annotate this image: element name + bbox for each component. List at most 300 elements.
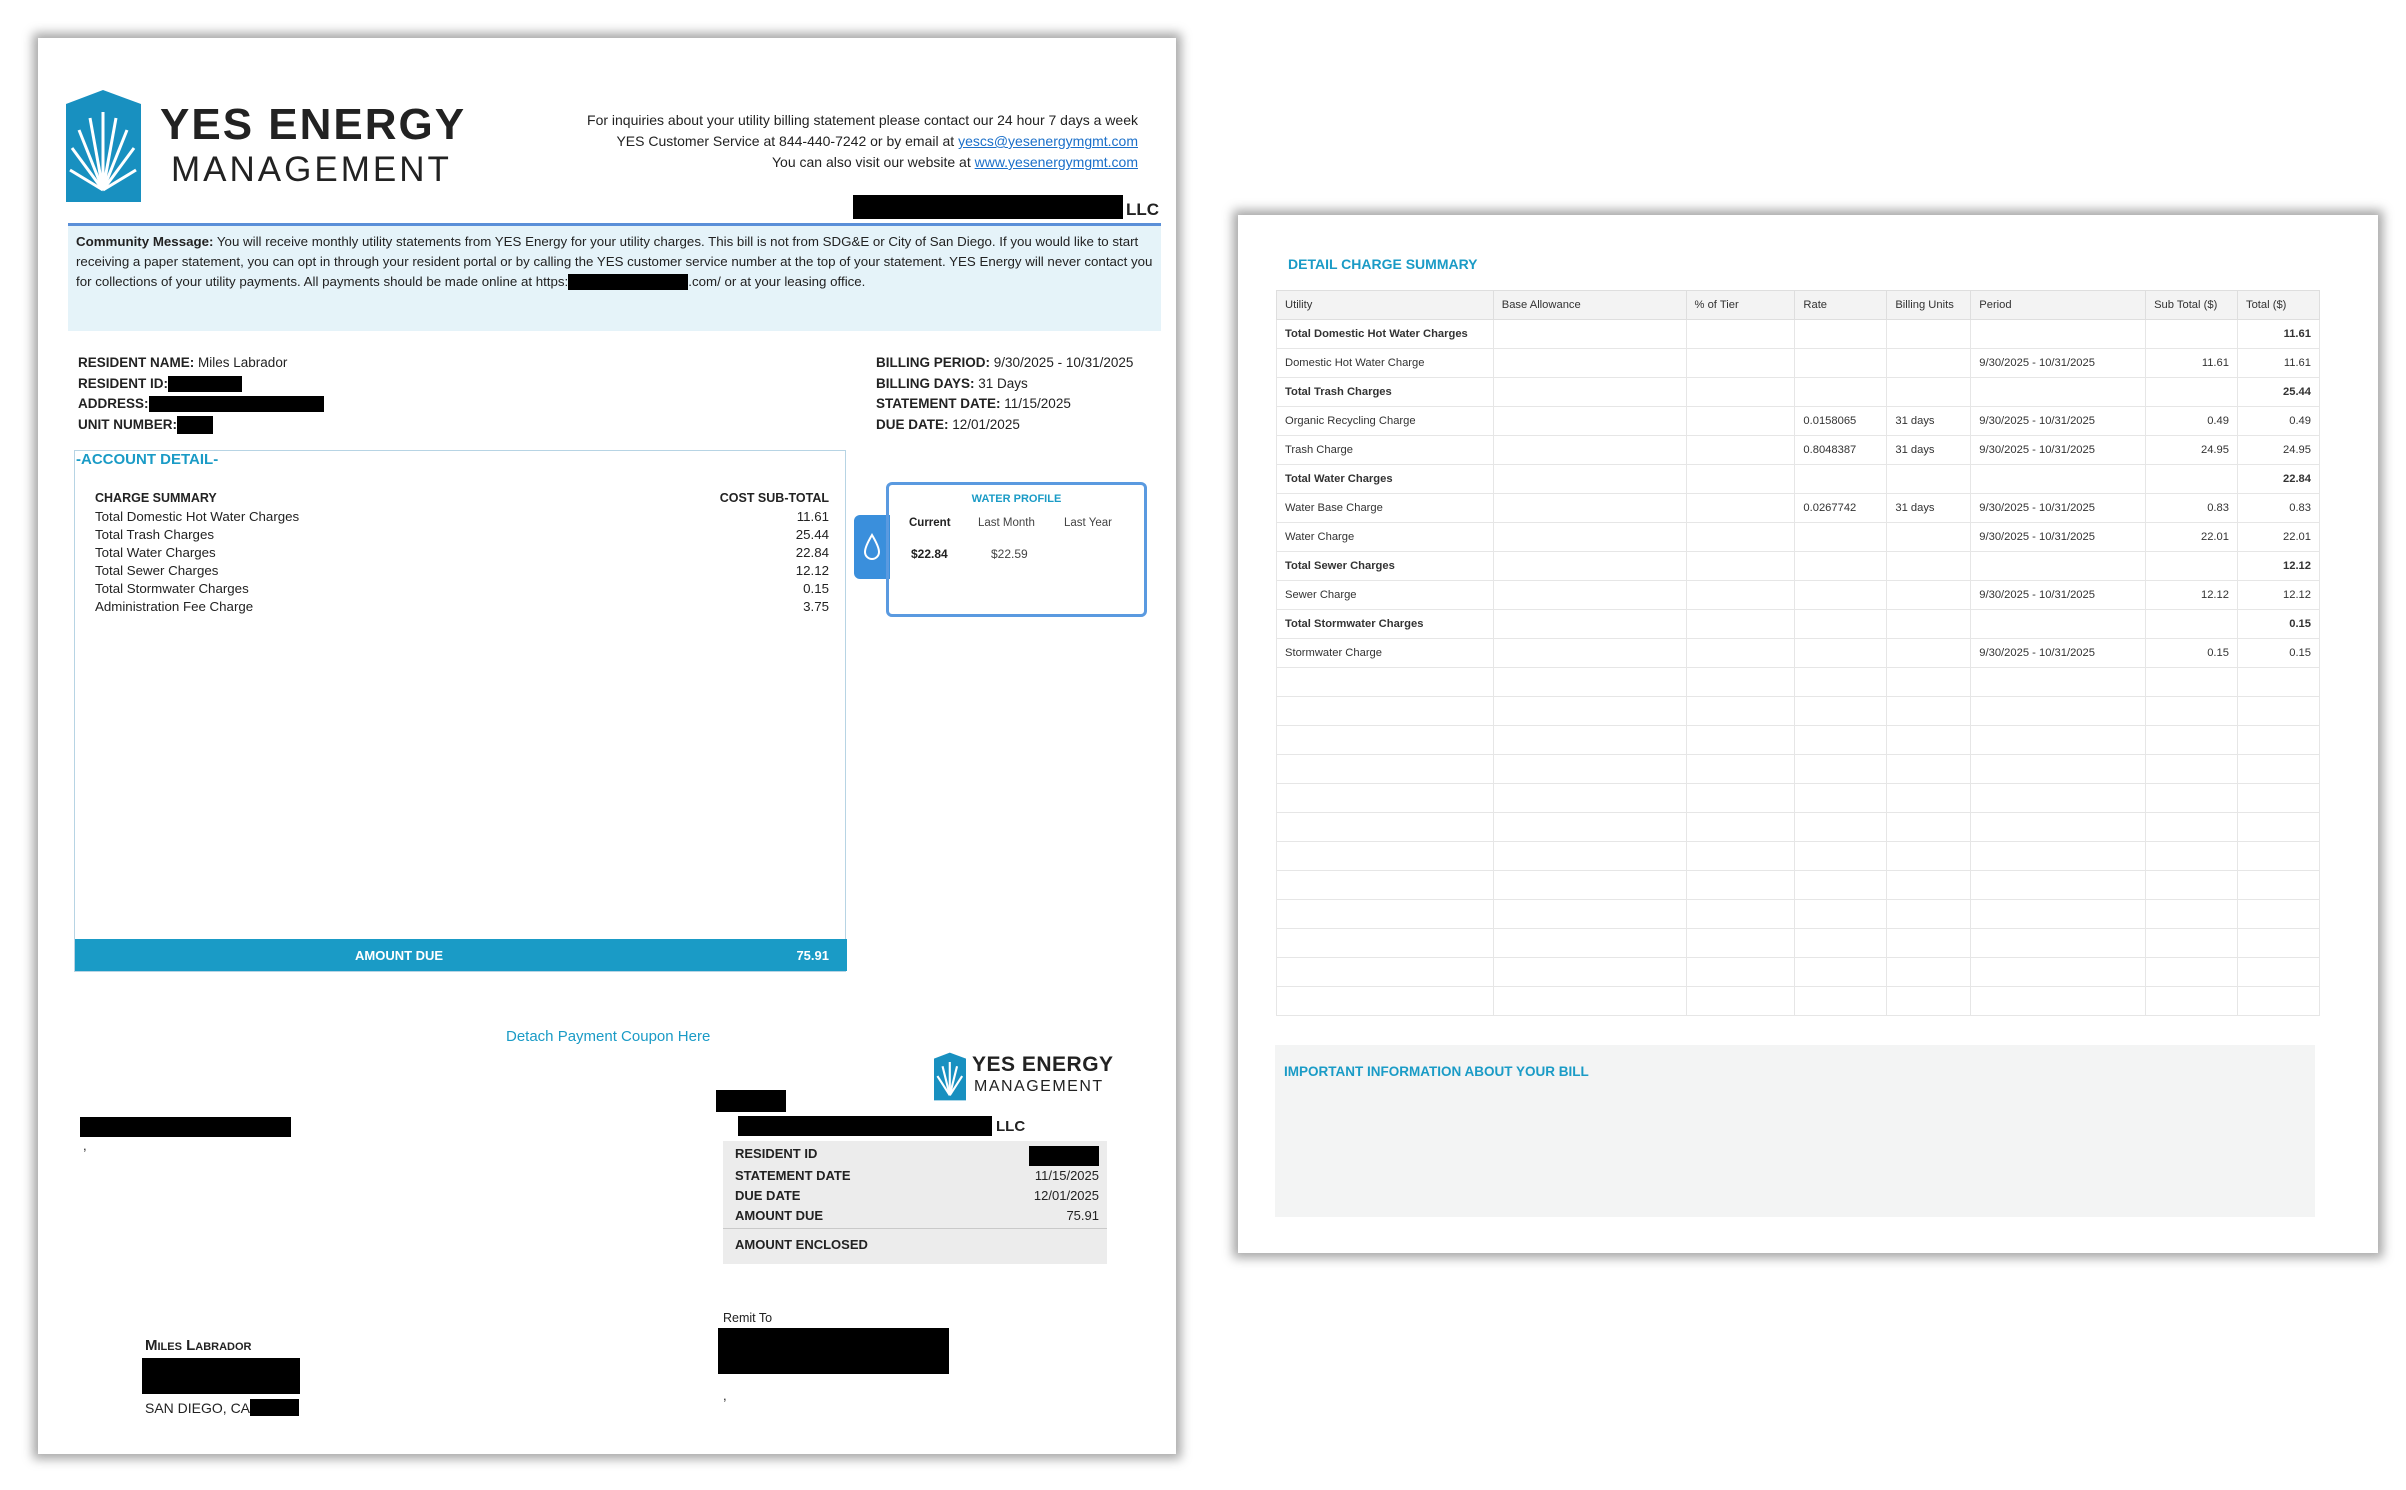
detail-cell bbox=[1493, 900, 1686, 929]
detail-charge-row bbox=[1277, 639, 2320, 668]
detail-cell bbox=[1795, 900, 1887, 929]
detail-cell bbox=[2237, 784, 2319, 813]
detail-cell bbox=[1686, 697, 1795, 726]
detail-empty-row bbox=[1277, 697, 2320, 726]
detail-cell bbox=[1795, 784, 1887, 813]
detail-cell: 24.95 bbox=[2146, 436, 2238, 465]
detail-cell bbox=[1277, 668, 1494, 697]
detail-cell bbox=[1493, 581, 1686, 610]
redacted-return-address bbox=[80, 1117, 291, 1137]
detail-cell bbox=[1795, 871, 1887, 900]
detail-cell: Stormwater Charge bbox=[1277, 639, 1494, 668]
detail-cell bbox=[1887, 987, 1971, 1016]
detail-cell: 31 days bbox=[1887, 494, 1971, 523]
detail-cell bbox=[1795, 581, 1887, 610]
detail-cell bbox=[1493, 378, 1686, 407]
redacted-unit bbox=[177, 416, 213, 434]
statement-page-2 bbox=[1238, 215, 2378, 1253]
due-date: 12/01/2025 bbox=[952, 416, 1020, 432]
detail-cell: 9/30/2025 - 10/31/2025 bbox=[1971, 349, 2146, 378]
detail-cell bbox=[1686, 378, 1795, 407]
detail-cell bbox=[1887, 929, 1971, 958]
detail-cell bbox=[1686, 842, 1795, 871]
contact-line-1: For inquiries about your utility billing statement please contact our 24 hour 7 days a week bbox=[587, 112, 1138, 128]
detail-cell bbox=[1686, 726, 1795, 755]
detail-cell: 9/30/2025 - 10/31/2025 bbox=[1971, 436, 2146, 465]
yes-energy-logo-icon bbox=[66, 90, 141, 202]
detail-cell: Total Water Charges bbox=[1277, 465, 1494, 494]
detail-cell bbox=[1887, 581, 1971, 610]
detail-cell bbox=[1277, 871, 1494, 900]
detail-cell bbox=[1277, 842, 1494, 871]
detail-cell bbox=[1971, 465, 2146, 494]
detail-cell bbox=[1686, 668, 1795, 697]
detail-cell bbox=[1493, 668, 1686, 697]
col-base-allowance: Base Allowance bbox=[1493, 291, 1686, 320]
detail-cell bbox=[1795, 523, 1887, 552]
detail-cell bbox=[2237, 697, 2319, 726]
detail-cell bbox=[1795, 755, 1887, 784]
detail-cell: 9/30/2025 - 10/31/2025 bbox=[1971, 523, 2146, 552]
detail-cell bbox=[1795, 813, 1887, 842]
detail-cell bbox=[1493, 987, 1686, 1016]
detail-cell bbox=[1971, 958, 2146, 987]
detail-cell bbox=[1493, 958, 1686, 987]
detail-cell bbox=[2146, 697, 2238, 726]
charge-summary-header: CHARGE SUMMARY COST SUB-TOTAL bbox=[95, 491, 829, 505]
detail-cell bbox=[1887, 842, 1971, 871]
detail-cell bbox=[1277, 958, 1494, 987]
company-suffix: LLC bbox=[1126, 200, 1160, 219]
detail-empty-row bbox=[1277, 668, 2320, 697]
detail-cell bbox=[1493, 465, 1686, 494]
detail-total-row bbox=[1277, 378, 2320, 407]
detail-cell: 25.44 bbox=[2237, 378, 2319, 407]
detail-cell bbox=[1493, 726, 1686, 755]
amount-due-value: 75.91 bbox=[796, 948, 829, 963]
detail-cell bbox=[1971, 755, 2146, 784]
detail-cell bbox=[1686, 349, 1795, 378]
detail-header-row bbox=[1277, 291, 2320, 320]
detail-cell bbox=[2146, 958, 2238, 987]
redacted-url bbox=[568, 274, 688, 290]
detail-cell bbox=[1493, 639, 1686, 668]
detail-cell bbox=[1971, 871, 2146, 900]
detail-charge-row bbox=[1277, 494, 2320, 523]
detail-cell bbox=[1686, 320, 1795, 349]
detail-cell: 9/30/2025 - 10/31/2025 bbox=[1971, 494, 2146, 523]
detail-cell bbox=[1277, 726, 1494, 755]
resident-info: RESIDENT NAME: Miles Labrador RESIDENT ID: ADDRESS: UNIT NUMBER: bbox=[78, 353, 324, 435]
detail-cell: 12.12 bbox=[2237, 581, 2319, 610]
detail-cell bbox=[1795, 668, 1887, 697]
detail-cell bbox=[1493, 407, 1686, 436]
coupon-amount-enclosed[interactable]: AMOUNT ENCLOSED bbox=[735, 1237, 868, 1252]
detail-cell bbox=[2146, 987, 2238, 1016]
detail-cell: 11.61 bbox=[2237, 349, 2319, 378]
detail-cell bbox=[1795, 929, 1887, 958]
detail-cell bbox=[2146, 668, 2238, 697]
website-link[interactable]: www.yesenergymgmt.com bbox=[974, 154, 1138, 170]
redacted-remit-address bbox=[718, 1328, 949, 1374]
col-rate: Rate bbox=[1795, 291, 1887, 320]
detail-cell bbox=[1971, 726, 2146, 755]
return-comma: , bbox=[83, 1138, 87, 1153]
detail-cell bbox=[1686, 407, 1795, 436]
detail-cell bbox=[1493, 871, 1686, 900]
col-total: Total ($) bbox=[2237, 291, 2319, 320]
logo-subtitle: MANAGEMENT bbox=[171, 150, 452, 189]
detail-cell bbox=[1277, 813, 1494, 842]
detail-cell bbox=[1686, 755, 1795, 784]
mailing-name: Miles Labrador bbox=[145, 1337, 252, 1354]
charge-row: Total Stormwater Charges 0.15 bbox=[95, 581, 829, 596]
redacted-mailing-street bbox=[142, 1358, 300, 1394]
detail-cell: 9/30/2025 - 10/31/2025 bbox=[1971, 407, 2146, 436]
water-current-value: $22.84 bbox=[911, 547, 948, 561]
statement-page-1 bbox=[38, 38, 1176, 1454]
detail-cell: 11.61 bbox=[2237, 320, 2319, 349]
detail-cell bbox=[1493, 755, 1686, 784]
detail-cell bbox=[1686, 900, 1795, 929]
col-sub-total: Sub Total ($) bbox=[2146, 291, 2238, 320]
charge-row: Total Domestic Hot Water Charges 11.61 bbox=[95, 509, 829, 524]
detail-cell bbox=[2237, 755, 2319, 784]
amount-due-label: AMOUNT DUE bbox=[355, 948, 444, 963]
detail-cell: 0.15 bbox=[2237, 610, 2319, 639]
detail-empty-row bbox=[1277, 900, 2320, 929]
detail-title: DETAIL CHARGE SUMMARY bbox=[1288, 256, 1478, 272]
detail-cell bbox=[2146, 871, 2238, 900]
detail-cell bbox=[2146, 900, 2238, 929]
detail-cell: 0.15 bbox=[2237, 639, 2319, 668]
contact-line-2: YES Customer Service at 844-440-7242 or by email at yescs@yesenergymgmt.com bbox=[616, 133, 1138, 149]
coupon-resident-id: RESIDENT ID bbox=[735, 1146, 1099, 1166]
account-detail-title: -ACCOUNT DETAIL- bbox=[76, 451, 221, 468]
detail-cell bbox=[1795, 726, 1887, 755]
detail-cell bbox=[1686, 465, 1795, 494]
detail-cell bbox=[1686, 639, 1795, 668]
col-billing-units: Billing Units bbox=[1887, 291, 1971, 320]
detail-cell bbox=[2237, 958, 2319, 987]
detail-empty-row bbox=[1277, 726, 2320, 755]
detail-charge-row bbox=[1277, 407, 2320, 436]
detail-cell bbox=[1686, 929, 1795, 958]
detail-cell bbox=[1277, 784, 1494, 813]
remit-to-label: Remit To bbox=[723, 1311, 773, 1325]
detail-cell bbox=[1277, 900, 1494, 929]
redacted-company bbox=[853, 195, 1123, 219]
coupon-amount-due: AMOUNT DUE 75.91 bbox=[735, 1208, 1099, 1223]
coupon-due-date: DUE DATE 12/01/2025 bbox=[735, 1188, 1099, 1203]
coupon-statement-date: STATEMENT DATE 11/15/2025 bbox=[735, 1168, 1099, 1183]
detail-cell bbox=[1686, 494, 1795, 523]
col-utility: Utility bbox=[1277, 291, 1494, 320]
detail-cell: Organic Recycling Charge bbox=[1277, 407, 1494, 436]
detail-cell: Total Trash Charges bbox=[1277, 378, 1494, 407]
detail-empty-row bbox=[1277, 929, 2320, 958]
coupon-logo-subtitle: MANAGEMENT bbox=[974, 1078, 1104, 1095]
detail-cell bbox=[1795, 987, 1887, 1016]
detail-charge-row bbox=[1277, 581, 2320, 610]
detail-cell bbox=[2146, 842, 2238, 871]
redacted-block bbox=[716, 1090, 786, 1112]
detail-cell bbox=[2146, 929, 2238, 958]
community-label: Community Message: bbox=[76, 234, 214, 249]
detail-empty-row bbox=[1277, 842, 2320, 871]
logo-title: YES ENERGY bbox=[160, 100, 467, 149]
payment-coupon bbox=[723, 1141, 1107, 1264]
detail-cell bbox=[2146, 320, 2238, 349]
detail-cell bbox=[1686, 871, 1795, 900]
water-last-month-value: $22.59 bbox=[991, 547, 1028, 561]
detail-cell: Domestic Hot Water Charge bbox=[1277, 349, 1494, 378]
detail-cell: Water Base Charge bbox=[1277, 494, 1494, 523]
coupon-divider bbox=[723, 1228, 1107, 1229]
detail-cell bbox=[1887, 668, 1971, 697]
detail-cell: Water Charge bbox=[1277, 523, 1494, 552]
detail-cell: 0.8048387 bbox=[1795, 436, 1887, 465]
resident-name: Miles Labrador bbox=[198, 355, 288, 370]
detail-cell: 9/30/2025 - 10/31/2025 bbox=[1971, 581, 2146, 610]
amount-due-bar bbox=[75, 939, 847, 971]
detail-cell bbox=[1795, 378, 1887, 407]
detail-total-row bbox=[1277, 320, 2320, 349]
redacted-address bbox=[149, 396, 324, 412]
detach-coupon-text: Detach Payment Coupon Here bbox=[506, 1028, 711, 1045]
detail-cell: 12.12 bbox=[2146, 581, 2238, 610]
important-info-title: IMPORTANT INFORMATION ABOUT YOUR BILL bbox=[1284, 1064, 1589, 1079]
detail-cell bbox=[1971, 378, 2146, 407]
detail-cell bbox=[1686, 987, 1795, 1016]
detail-cell bbox=[2237, 726, 2319, 755]
statement-date: 11/15/2025 bbox=[1004, 396, 1071, 411]
detail-cell bbox=[1493, 784, 1686, 813]
detail-cell bbox=[1971, 668, 2146, 697]
detail-cell bbox=[1277, 755, 1494, 784]
redacted-coupon-id bbox=[1029, 1146, 1099, 1166]
detail-cell: 0.49 bbox=[2146, 407, 2238, 436]
detail-cell bbox=[1493, 320, 1686, 349]
detail-cell bbox=[1971, 929, 2146, 958]
detail-empty-row bbox=[1277, 871, 2320, 900]
detail-cell bbox=[1493, 813, 1686, 842]
detail-cell bbox=[2146, 813, 2238, 842]
detail-cell bbox=[1686, 523, 1795, 552]
detail-cell: 0.0158065 bbox=[1795, 407, 1887, 436]
remit-comma: , bbox=[723, 1388, 727, 1403]
detail-cell bbox=[1686, 610, 1795, 639]
detail-cell bbox=[1686, 958, 1795, 987]
charge-row: Total Trash Charges 25.44 bbox=[95, 527, 829, 542]
detail-cell bbox=[1887, 813, 1971, 842]
detail-cell bbox=[1971, 813, 2146, 842]
community-message bbox=[68, 223, 1161, 331]
detail-cell bbox=[1795, 958, 1887, 987]
detail-cell: 22.01 bbox=[2237, 523, 2319, 552]
water-col-last-month: Last Month bbox=[978, 517, 1035, 529]
contact-line-3: You can also visit our website at www.yesenergymgmt.com bbox=[772, 154, 1138, 170]
water-col-last-year: Last Year bbox=[1064, 517, 1112, 529]
billing-period: 9/30/2025 - 10/31/2025 bbox=[993, 355, 1134, 370]
detail-empty-row bbox=[1277, 958, 2320, 987]
detail-cell: 31 days bbox=[1887, 436, 1971, 465]
detail-cell bbox=[2146, 465, 2238, 494]
mailing-city: SAN DIEGO, CA bbox=[145, 1400, 251, 1416]
detail-empty-row bbox=[1277, 755, 2320, 784]
detail-cell: 24.95 bbox=[2237, 436, 2319, 465]
detail-cell bbox=[1493, 552, 1686, 581]
detail-cell bbox=[1887, 958, 1971, 987]
detail-cell bbox=[2237, 668, 2319, 697]
detail-cell bbox=[2146, 755, 2238, 784]
detail-cell bbox=[1493, 929, 1686, 958]
coupon-company-suffix: LLC bbox=[996, 1118, 1026, 1135]
detail-cell bbox=[1795, 697, 1887, 726]
detail-cell bbox=[1795, 610, 1887, 639]
water-profile-title: WATER PROFILE bbox=[971, 493, 1062, 505]
email-link[interactable]: yescs@yesenergymgmt.com bbox=[958, 133, 1138, 149]
detail-empty-row bbox=[1277, 987, 2320, 1016]
detail-cell bbox=[1971, 900, 2146, 929]
detail-cell bbox=[1493, 697, 1686, 726]
charge-row: Total Water Charges 22.84 bbox=[95, 545, 829, 560]
detail-total-row bbox=[1277, 465, 2320, 494]
detail-cell bbox=[1795, 349, 1887, 378]
detail-cell bbox=[1493, 610, 1686, 639]
community-text-end: .com/ or at your leasing office. bbox=[688, 274, 866, 289]
detail-charge-row bbox=[1277, 523, 2320, 552]
water-drop-icon bbox=[854, 515, 890, 579]
detail-cell bbox=[1887, 639, 1971, 668]
detail-cell bbox=[1971, 784, 2146, 813]
detail-cell bbox=[1277, 987, 1494, 1016]
detail-cell bbox=[2237, 900, 2319, 929]
detail-cell bbox=[2237, 871, 2319, 900]
detail-cell bbox=[1887, 349, 1971, 378]
detail-empty-row bbox=[1277, 784, 2320, 813]
detail-charge-row bbox=[1277, 349, 2320, 378]
redacted-company-2 bbox=[738, 1116, 992, 1136]
detail-cell bbox=[1887, 378, 1971, 407]
detail-cell bbox=[1277, 929, 1494, 958]
detail-cell bbox=[1887, 871, 1971, 900]
detail-cell bbox=[2146, 784, 2238, 813]
detail-cell: 0.83 bbox=[2237, 494, 2319, 523]
billing-days: 31 Days bbox=[978, 375, 1028, 391]
detail-cell bbox=[1795, 639, 1887, 668]
detail-charge-row bbox=[1277, 436, 2320, 465]
detail-cell: 0.0267742 bbox=[1795, 494, 1887, 523]
detail-cell bbox=[1493, 842, 1686, 871]
charge-row: Administration Fee Charge 3.75 bbox=[95, 599, 829, 614]
detail-cell bbox=[1795, 552, 1887, 581]
contact-info bbox=[438, 110, 1138, 173]
detail-cell bbox=[2237, 813, 2319, 842]
detail-empty-row bbox=[1277, 813, 2320, 842]
community-text: You will receive monthly utility statements from YES Energy for your utility charges. This bill is not from SDG&E or City of San Diego. If you would like to start receiving a paper statement, you can opt in through your resident portal or by calling the YES customer service number at the top of your statement. YES Energy will never contact you for collections of your utility payments. All payments should be made online at https: bbox=[76, 234, 1153, 289]
detail-cell bbox=[1887, 697, 1971, 726]
detail-cell bbox=[2146, 378, 2238, 407]
detail-cell: 12.12 bbox=[2237, 552, 2319, 581]
redacted-resident-id bbox=[168, 376, 242, 392]
coupon-logo-icon bbox=[934, 1049, 966, 1104]
detail-cell bbox=[2237, 929, 2319, 958]
col-pct-tier: % of Tier bbox=[1686, 291, 1795, 320]
charge-row: Total Sewer Charges 12.12 bbox=[95, 563, 829, 578]
detail-cell: 9/30/2025 - 10/31/2025 bbox=[1971, 639, 2146, 668]
detail-cell: Total Domestic Hot Water Charges bbox=[1277, 320, 1494, 349]
detail-cell bbox=[1686, 581, 1795, 610]
detail-cell bbox=[1887, 900, 1971, 929]
important-info-box bbox=[1275, 1045, 2315, 1217]
detail-cell bbox=[1971, 320, 2146, 349]
detail-cell: Trash Charge bbox=[1277, 436, 1494, 465]
billing-info: BILLING PERIOD: 9/30/2025 - 10/31/2025 BILLING DAYS: 31 Days STATEMENT DATE: 11/15/2025 DUE DATE: 12/01/2025 bbox=[876, 355, 1134, 432]
detail-cell bbox=[1686, 552, 1795, 581]
detail-cell bbox=[1795, 842, 1887, 871]
detail-cell bbox=[2237, 987, 2319, 1016]
detail-cell: 22.01 bbox=[2146, 523, 2238, 552]
detail-cell: 11.61 bbox=[2146, 349, 2238, 378]
water-profile-box bbox=[886, 482, 1147, 617]
detail-cell bbox=[1493, 436, 1686, 465]
detail-cell bbox=[1887, 784, 1971, 813]
detail-cell bbox=[1971, 697, 2146, 726]
detail-total-row bbox=[1277, 552, 2320, 581]
detail-cell bbox=[2146, 610, 2238, 639]
detail-cell bbox=[2146, 726, 2238, 755]
detail-cell: 0.83 bbox=[2146, 494, 2238, 523]
detail-cell: Sewer Charge bbox=[1277, 581, 1494, 610]
redacted-zip bbox=[250, 1399, 299, 1416]
detail-cell bbox=[1493, 523, 1686, 552]
detail-cell bbox=[1493, 494, 1686, 523]
water-col-current: Current bbox=[909, 517, 951, 529]
detail-cell bbox=[1971, 987, 2146, 1016]
detail-cell bbox=[1887, 552, 1971, 581]
detail-cell: Total Stormwater Charges bbox=[1277, 610, 1494, 639]
detail-cell bbox=[1795, 465, 1887, 494]
detail-cell: 0.15 bbox=[2146, 639, 2238, 668]
detail-cell bbox=[1686, 784, 1795, 813]
detail-cell bbox=[1971, 842, 2146, 871]
coupon-logo-title: YES ENERGY bbox=[972, 1053, 1114, 1076]
col-period: Period bbox=[1971, 291, 2146, 320]
detail-cell bbox=[1686, 436, 1795, 465]
detail-cell bbox=[1686, 813, 1795, 842]
water-profile-tab bbox=[854, 515, 890, 579]
detail-cell bbox=[1971, 552, 2146, 581]
detail-cell bbox=[2237, 842, 2319, 871]
detail-cell bbox=[1971, 610, 2146, 639]
detail-cell bbox=[1795, 320, 1887, 349]
detail-charge-table bbox=[1276, 290, 2320, 1016]
detail-cell bbox=[1887, 610, 1971, 639]
detail-cell bbox=[1887, 523, 1971, 552]
detail-cell: Total Sewer Charges bbox=[1277, 552, 1494, 581]
detail-cell bbox=[1887, 320, 1971, 349]
detail-cell: 0.49 bbox=[2237, 407, 2319, 436]
detail-cell bbox=[1277, 697, 1494, 726]
detail-total-row bbox=[1277, 610, 2320, 639]
detail-cell bbox=[1887, 755, 1971, 784]
detail-cell bbox=[2146, 552, 2238, 581]
detail-cell: 22.84 bbox=[2237, 465, 2319, 494]
detail-cell bbox=[1493, 349, 1686, 378]
detail-cell bbox=[1887, 465, 1971, 494]
detail-cell: 31 days bbox=[1887, 407, 1971, 436]
